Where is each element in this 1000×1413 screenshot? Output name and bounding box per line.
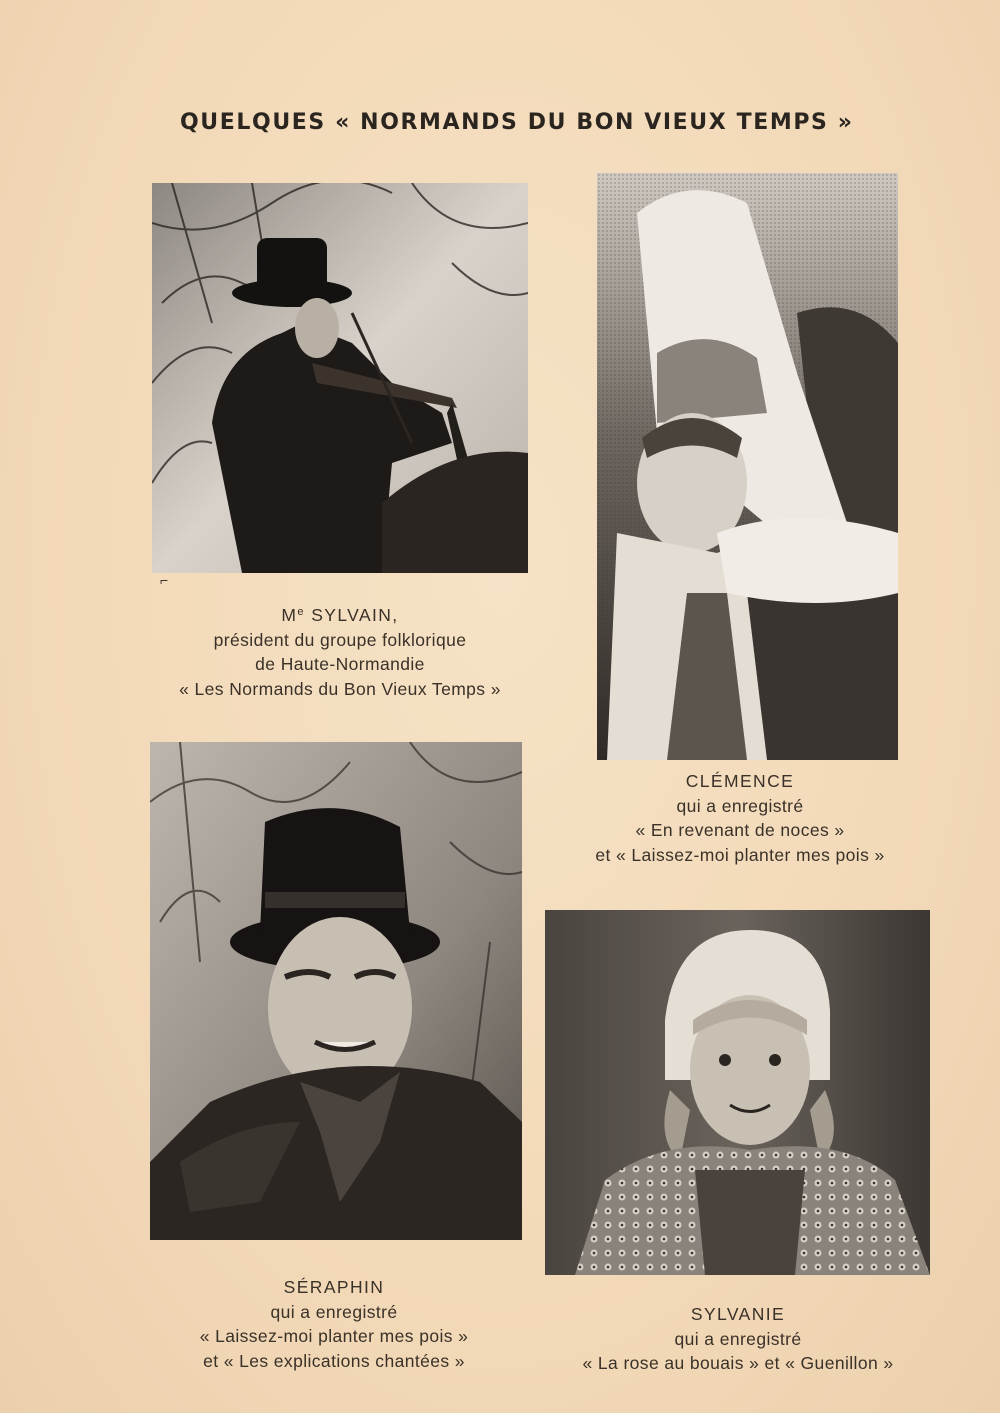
caption-seraphin xyxy=(134,1275,534,1373)
caption-line: et « Laissez-moi planter mes pois » xyxy=(595,844,885,865)
photo-seraphin xyxy=(150,742,522,1240)
caption-line: « Les Normands du Bon Vieux Temps » xyxy=(179,678,501,699)
caption-sylvanie xyxy=(538,1302,938,1376)
caption-line: qui a enregistré xyxy=(270,1301,398,1322)
caption-clemence xyxy=(540,769,940,867)
caption-name: CLÉMENCE xyxy=(685,771,795,791)
photo-sylvanie xyxy=(545,910,930,1275)
caption-sylvain xyxy=(140,600,540,701)
caption-line: « La rose au bouais » et « Guenillon » xyxy=(582,1353,894,1373)
caption-name: SÉRAPHIN xyxy=(283,1277,385,1297)
caption-line: président du groupe folklorique xyxy=(213,629,467,650)
caption-line: « Laissez-moi planter mes pois » xyxy=(199,1326,469,1346)
scratch-mark: ⌐ xyxy=(160,572,169,588)
caption-name: Me SYLVAIN, xyxy=(281,605,399,625)
caption-name: SYLVANIE xyxy=(690,1304,786,1324)
page-title: QUELQUES « NORMANDS DU BON VIEUX TEMPS » xyxy=(180,110,854,135)
photo-clemence xyxy=(597,173,898,760)
caption-line: « En revenant de noces » xyxy=(635,820,845,840)
caption-line: qui a enregistré xyxy=(676,795,804,816)
photo-sylvain-violinist xyxy=(152,183,528,573)
caption-line: de Haute-Normandie xyxy=(255,654,425,674)
caption-line: et « Les explications chantées » xyxy=(203,1350,465,1371)
caption-line: qui a enregistré xyxy=(674,1328,802,1349)
